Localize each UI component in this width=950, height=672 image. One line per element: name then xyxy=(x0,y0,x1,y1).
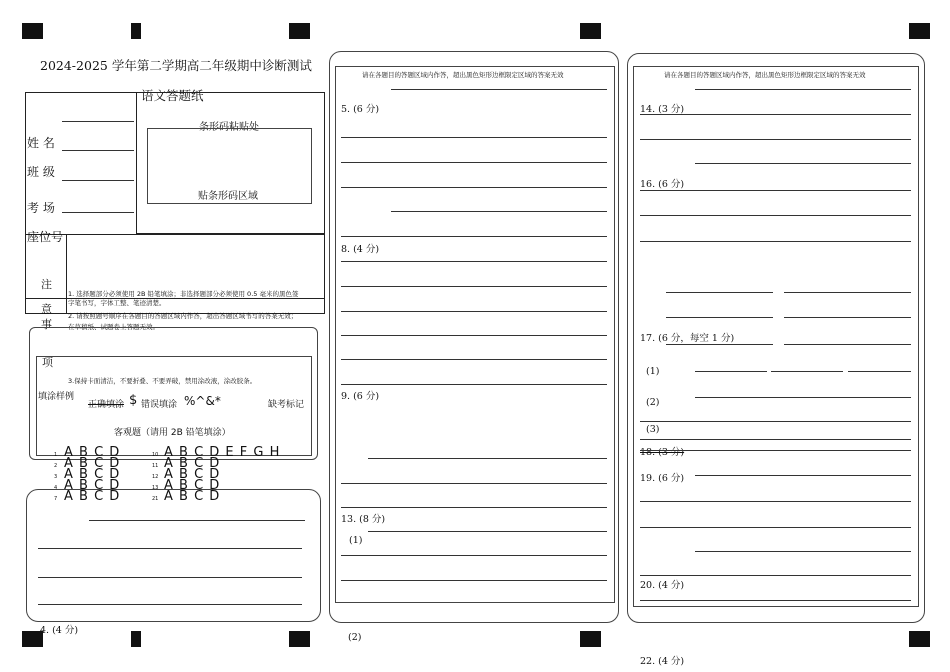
note-1b: 字笔书写，字体工整、笔迹清楚。 xyxy=(68,299,166,307)
question-13-label: 13. (8 分) xyxy=(341,514,386,525)
answer-line[interactable] xyxy=(341,580,607,581)
page-subtitle: 语文答题纸 xyxy=(141,88,204,103)
question-number: 1 xyxy=(54,452,58,458)
registration-mark xyxy=(909,631,930,647)
note-1: 1. 选择题部分必须使用 2B 铅笔填涂；非选择题部分必须使用 0.5 毫米的黑色签 xyxy=(68,290,299,298)
answer-line[interactable] xyxy=(640,527,911,528)
question-number: 12 xyxy=(152,474,159,480)
fill-wrong-marks: %^&* xyxy=(184,394,221,408)
notes-label-yi: 意 xyxy=(41,303,52,316)
notes-label-shi: 事 xyxy=(41,318,52,331)
registration-mark xyxy=(289,631,310,647)
answer-options[interactable]: A B C D xyxy=(164,456,221,471)
answer-panel-left xyxy=(26,489,321,622)
registration-mark xyxy=(289,23,310,39)
answer-line[interactable] xyxy=(38,548,302,549)
answer-line[interactable] xyxy=(341,311,607,312)
answer-line[interactable] xyxy=(666,317,773,318)
answer-line[interactable] xyxy=(341,507,607,508)
question-18-label: 18. (3 分) xyxy=(640,447,685,458)
answer-line[interactable] xyxy=(695,163,911,164)
answer-line[interactable] xyxy=(391,89,607,90)
barcode-title: 条形码粘贴处 xyxy=(199,122,259,133)
fill-correct-label: 正确填涂 xyxy=(88,400,125,410)
question-number: 11 xyxy=(152,463,159,469)
answer-line[interactable] xyxy=(666,344,773,345)
answer-line[interactable] xyxy=(695,371,767,372)
question-number: 13 xyxy=(152,485,159,491)
answer-options[interactable]: A B C D xyxy=(64,467,121,482)
answer-line[interactable] xyxy=(784,292,911,293)
answer-line[interactable] xyxy=(640,241,911,242)
answer-line[interactable] xyxy=(38,604,302,605)
answer-line[interactable] xyxy=(640,215,911,216)
question-16-label: 16. (6 分) xyxy=(640,179,685,190)
seat-label: 座位号 xyxy=(27,230,64,244)
answer-line[interactable] xyxy=(695,397,911,398)
fill-sample-label: 填涂样例 xyxy=(38,392,75,402)
answer-line[interactable] xyxy=(640,139,911,140)
answer-options[interactable]: A B C D xyxy=(64,489,121,504)
question-17-part-3: (3) xyxy=(646,424,660,435)
answer-options[interactable]: A B C D xyxy=(64,456,121,471)
objective-title: 客观题（请用 2B 铅笔填涂） xyxy=(114,428,231,438)
answer-line[interactable] xyxy=(640,439,911,440)
question-5-label: 5. (6 分) xyxy=(341,104,380,115)
answer-line[interactable] xyxy=(341,137,607,138)
seat-field[interactable] xyxy=(62,121,134,122)
answer-line[interactable] xyxy=(341,555,607,556)
question-4-label: 4. (4 分) xyxy=(40,625,79,636)
answer-options[interactable]: A B C D xyxy=(164,489,221,504)
question-number: 3 xyxy=(54,474,58,480)
page-title: 2024-2025 学年第二学期高二年级期中诊断测试 xyxy=(40,58,312,73)
answer-line[interactable] xyxy=(695,475,911,476)
answer-line[interactable] xyxy=(695,89,911,90)
question-19-label: 19. (6 分) xyxy=(640,473,685,484)
answer-line[interactable] xyxy=(341,187,607,188)
question-13-part-2: (2) xyxy=(348,632,362,643)
answer-options[interactable]: A B C D E F G H xyxy=(164,445,281,460)
question-22-label: 22. (4 分) xyxy=(640,656,685,667)
fill-wrong-label: 错误填涂 xyxy=(141,400,178,410)
note-3: 3.保持卡面清洁，不要折叠、不要弄破，禁用涂改液，涂改胶条。 xyxy=(68,377,257,385)
answer-line[interactable] xyxy=(640,501,911,502)
answer-line[interactable] xyxy=(368,531,607,532)
answer-line[interactable] xyxy=(640,114,911,115)
answer-line[interactable] xyxy=(771,371,843,372)
answer-line[interactable] xyxy=(341,384,607,385)
fill-correct-mark: $ xyxy=(129,393,138,408)
answer-line[interactable] xyxy=(341,236,607,237)
question-number: 4 xyxy=(54,485,58,491)
question-14-label: 14. (3 分) xyxy=(640,104,685,115)
answer-options[interactable]: A B C D xyxy=(164,467,221,482)
question-number: 21 xyxy=(152,496,159,502)
answer-line[interactable] xyxy=(848,371,911,372)
notes-label-xiang: 项 xyxy=(42,356,53,369)
answer-line[interactable] xyxy=(341,162,607,163)
answer-line[interactable] xyxy=(695,551,911,552)
answer-line[interactable] xyxy=(640,450,911,451)
divider xyxy=(66,234,67,314)
name-field[interactable] xyxy=(62,150,134,151)
answer-line[interactable] xyxy=(640,190,911,191)
answer-line[interactable] xyxy=(341,286,607,287)
answer-line[interactable] xyxy=(640,575,911,576)
answer-line[interactable] xyxy=(666,292,773,293)
registration-mark xyxy=(131,23,141,39)
answer-line[interactable] xyxy=(89,520,305,521)
question-8-label: 8. (4 分) xyxy=(341,244,380,255)
answer-line[interactable] xyxy=(341,261,607,262)
registration-mark xyxy=(580,23,601,39)
area-notice: 请在各题目的答题区域内作答，超出黑色矩形边框限定区域的答案无效 xyxy=(362,71,564,79)
registration-mark xyxy=(580,631,601,647)
answer-line[interactable] xyxy=(38,577,302,578)
exam-room-field[interactable] xyxy=(62,212,134,213)
answer-line[interactable] xyxy=(640,600,911,601)
answer-options[interactable]: A B C D xyxy=(164,478,221,493)
notes-label-zhu: 注 xyxy=(41,278,52,291)
name-label: 姓 名 xyxy=(27,136,55,150)
barcode-area-label: 贴条形码区域 xyxy=(198,191,258,202)
answer-line[interactable] xyxy=(341,359,607,360)
note-2b: 在草稿纸、试题卷上答题无效。 xyxy=(68,323,159,331)
area-notice: 请在各题目的答题区域内作答，超出黑色矩形边框限定区域的答案无效 xyxy=(664,71,866,79)
registration-mark xyxy=(131,631,141,647)
question-17-label: 17. (6 分，每空 1 分) xyxy=(640,333,735,344)
class-label: 班 级 xyxy=(27,165,55,179)
answer-line[interactable] xyxy=(341,335,607,336)
exam-room-label: 考 场 xyxy=(27,201,55,215)
question-number: 10 xyxy=(152,452,159,458)
divider xyxy=(25,234,325,235)
question-17-part-2: (2) xyxy=(646,397,660,408)
question-9-label: 9. (6 分) xyxy=(341,391,380,402)
answer-line[interactable] xyxy=(784,317,911,318)
registration-mark xyxy=(909,23,930,39)
answer-line[interactable] xyxy=(784,344,911,345)
answer-line[interactable] xyxy=(391,211,607,212)
question-13-part-1: (1) xyxy=(349,535,363,546)
question-20-label: 20. (4 分) xyxy=(640,580,685,591)
answer-options[interactable]: A B C D xyxy=(64,478,121,493)
class-field[interactable] xyxy=(62,180,134,181)
answer-options[interactable]: A B C D xyxy=(64,445,121,460)
question-17-part-1: (1) xyxy=(646,366,660,377)
answer-line[interactable] xyxy=(341,483,607,484)
answer-line[interactable] xyxy=(368,458,607,459)
answer-line[interactable] xyxy=(640,421,911,422)
absent-mark-label: 缺考标记 xyxy=(268,400,305,410)
registration-mark xyxy=(22,23,43,39)
question-number: 2 xyxy=(54,463,58,469)
note-2: 2. 请按照题号顺序在各题目的答题区域内作答，超出答题区域书写的答案无效； xyxy=(68,312,298,320)
question-number: 7 xyxy=(54,496,58,502)
